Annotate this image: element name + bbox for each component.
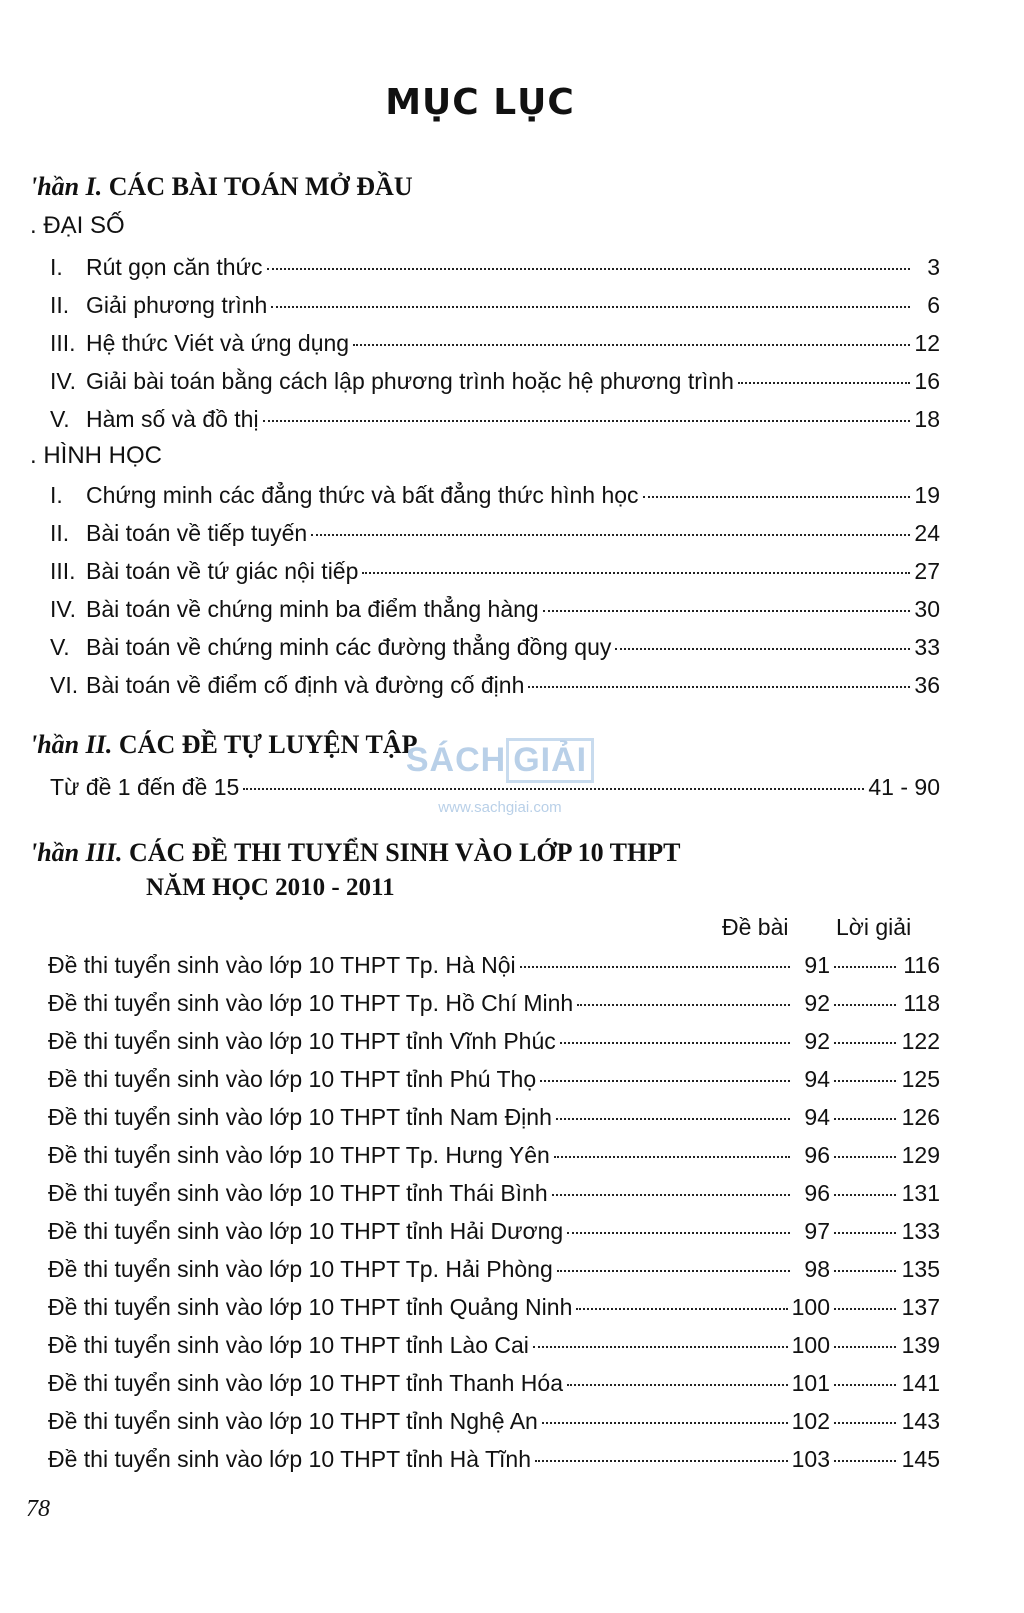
exam-entry[interactable] bbox=[48, 1406, 940, 1436]
dot-leader bbox=[834, 1156, 896, 1158]
exam-entry-label: Đề thi tuyển sinh vào lớp 10 THPT Tp. Hà Nội bbox=[48, 952, 516, 978]
toc-entry[interactable] bbox=[50, 772, 940, 802]
part-3-prefix: 'hần III. bbox=[30, 838, 123, 867]
dot-leader bbox=[834, 966, 896, 968]
part-3-heading bbox=[30, 838, 680, 868]
dot-leader bbox=[567, 1384, 788, 1386]
exam-problem-page: 101 bbox=[791, 1370, 830, 1396]
dot-leader bbox=[267, 268, 911, 270]
dot-leader bbox=[528, 686, 910, 688]
dot-leader bbox=[552, 1194, 790, 1196]
dot-leader bbox=[834, 1384, 896, 1386]
toc-entry-label: Bài toán về tiếp tuyến bbox=[86, 520, 308, 546]
toc-entry-label: Rút gọn căn thức bbox=[86, 254, 263, 280]
exam-solution-page: 122 bbox=[901, 1028, 940, 1054]
page-number: 78 bbox=[26, 1496, 50, 1522]
toc-entry[interactable] bbox=[50, 594, 940, 624]
dot-leader bbox=[540, 1080, 790, 1082]
toc-entry-number: I. bbox=[50, 482, 63, 508]
toc-entry-page: 41 - 90 bbox=[868, 774, 940, 800]
exam-problem-page: 97 bbox=[804, 1218, 830, 1244]
exam-problem-page: 103 bbox=[791, 1446, 830, 1472]
exam-solution-page: 131 bbox=[901, 1180, 940, 1206]
exam-problem-page: 94 bbox=[804, 1104, 830, 1130]
exam-problem-page: 96 bbox=[804, 1142, 830, 1168]
exam-solution-page: 126 bbox=[901, 1104, 940, 1130]
part-1-prefix: 'hần I. bbox=[30, 172, 103, 201]
dot-leader bbox=[834, 1118, 896, 1120]
toc-entry-number: VI. bbox=[50, 672, 79, 698]
toc-entry-page: 33 bbox=[914, 634, 940, 660]
toc-entry-page: 16 bbox=[914, 368, 940, 394]
exam-solution-page: 129 bbox=[901, 1142, 940, 1168]
section-heading-algebra: . ĐẠI SỐ bbox=[30, 212, 125, 239]
dot-leader bbox=[834, 1080, 896, 1082]
toc-entry[interactable] bbox=[50, 670, 940, 700]
toc-entry-label: Hệ thức Viét và ứng dụng bbox=[86, 330, 350, 356]
toc-entry-page: 3 bbox=[927, 254, 940, 280]
toc-entry-page: 18 bbox=[914, 406, 940, 432]
dot-leader bbox=[615, 648, 910, 650]
toc-entry[interactable] bbox=[50, 252, 940, 282]
exam-entry[interactable] bbox=[48, 1330, 940, 1360]
dot-leader bbox=[556, 1118, 790, 1120]
dot-leader bbox=[643, 496, 910, 498]
exam-entry[interactable] bbox=[48, 1102, 940, 1132]
exam-entry-label: Đề thi tuyển sinh vào lớp 10 THPT tỉnh Quảng Ninh bbox=[48, 1294, 573, 1320]
toc-entry-page: 36 bbox=[914, 672, 940, 698]
part-3-title: CÁC ĐỀ THI TUYỂN SINH VÀO LỚP 10 THPT bbox=[129, 838, 681, 867]
exam-entry[interactable] bbox=[48, 950, 940, 980]
exam-entry-label: Đề thi tuyển sinh vào lớp 10 THPT tỉnh Thanh Hóa bbox=[48, 1370, 563, 1396]
watermark-brand-right: GIẢI bbox=[506, 738, 594, 783]
toc-entry[interactable] bbox=[50, 518, 940, 548]
dot-leader bbox=[834, 1270, 896, 1272]
toc-entry-page: 27 bbox=[914, 558, 940, 584]
exam-entry[interactable] bbox=[48, 1026, 940, 1056]
exam-entry[interactable] bbox=[48, 1368, 940, 1398]
toc-entry-number: II. bbox=[50, 520, 70, 546]
toc-entry-number: III. bbox=[50, 330, 76, 356]
dot-leader bbox=[533, 1346, 788, 1348]
exam-entry[interactable] bbox=[48, 1254, 940, 1284]
toc-entry-label: Bài toán về điểm cố định và đường cố định bbox=[86, 672, 525, 698]
dot-leader bbox=[557, 1270, 790, 1272]
toc-entry-number: V. bbox=[50, 406, 70, 432]
exam-problem-page: 92 bbox=[804, 1028, 830, 1054]
toc-entry[interactable] bbox=[50, 366, 940, 396]
exam-problem-page: 94 bbox=[804, 1066, 830, 1092]
part-1-heading bbox=[30, 172, 413, 202]
toc-entry-label: Bài toán về chứng minh ba điểm thẳng hàng bbox=[86, 596, 539, 622]
dot-leader bbox=[834, 1422, 896, 1424]
part-3-subtitle: NĂM HỌC 2010 - 2011 bbox=[146, 874, 395, 901]
exam-problem-page: 100 bbox=[791, 1294, 830, 1320]
toc-entry[interactable] bbox=[50, 404, 940, 434]
toc-entry-label: Giải phương trình bbox=[86, 292, 268, 318]
dot-leader bbox=[554, 1156, 790, 1158]
exam-problem-page: 100 bbox=[791, 1332, 830, 1358]
toc-entry-number: I. bbox=[50, 254, 63, 280]
exam-solution-page: 139 bbox=[901, 1332, 940, 1358]
dot-leader bbox=[263, 420, 910, 422]
dot-leader bbox=[362, 572, 910, 574]
exam-entry-label: Đề thi tuyển sinh vào lớp 10 THPT tỉnh Nghệ An bbox=[48, 1408, 538, 1434]
exam-problem-page: 102 bbox=[791, 1408, 830, 1434]
toc-entry-label: Giải bài toán bằng cách lập phương trình hoặc hệ phương trình bbox=[86, 368, 734, 394]
column-header-solution: Lời giải bbox=[836, 914, 912, 940]
exam-problem-page: 92 bbox=[804, 990, 830, 1016]
exam-solution-page: 143 bbox=[901, 1408, 940, 1434]
toc-entry[interactable] bbox=[50, 556, 940, 586]
dot-leader bbox=[311, 534, 910, 536]
dot-leader bbox=[834, 1194, 896, 1196]
toc-entry-label: Bài toán về tứ giác nội tiếp bbox=[86, 558, 359, 584]
toc-entry-page: 12 bbox=[914, 330, 940, 356]
dot-leader bbox=[567, 1232, 790, 1234]
watermark-url: www.sachgiai.com bbox=[438, 799, 562, 816]
dot-leader bbox=[542, 1422, 788, 1424]
dot-leader bbox=[834, 1042, 896, 1044]
exam-entry-label: Đề thi tuyển sinh vào lớp 10 THPT Tp. Hải Phòng bbox=[48, 1256, 553, 1282]
exam-solution-page: 133 bbox=[901, 1218, 940, 1244]
exam-problem-page: 91 bbox=[804, 952, 830, 978]
toc-entry-number: IV. bbox=[50, 368, 77, 394]
dot-leader bbox=[271, 306, 910, 308]
watermark-brand-left: SÁCH bbox=[405, 741, 507, 779]
dot-leader bbox=[577, 1004, 790, 1006]
dot-leader bbox=[834, 1004, 896, 1006]
dot-leader bbox=[353, 344, 910, 346]
part-2-prefix: 'hần II. bbox=[30, 730, 113, 759]
section-heading-geometry: . HÌNH HỌC bbox=[30, 442, 162, 469]
exam-problem-page: 96 bbox=[804, 1180, 830, 1206]
dot-leader bbox=[576, 1308, 787, 1310]
page-title: MỤC LỤC bbox=[385, 82, 575, 123]
dot-leader bbox=[535, 1460, 788, 1462]
dot-leader bbox=[834, 1232, 896, 1234]
exam-solution-page: 116 bbox=[903, 952, 940, 978]
toc-entry[interactable] bbox=[50, 328, 940, 358]
exam-entry-label: Đề thi tuyển sinh vào lớp 10 THPT Tp. Hồ Chí Minh bbox=[48, 990, 574, 1016]
exam-entry[interactable] bbox=[48, 1178, 940, 1208]
toc-entry-page: 6 bbox=[927, 292, 940, 318]
exam-solution-page: 141 bbox=[901, 1370, 940, 1396]
exam-entry[interactable] bbox=[48, 1064, 940, 1094]
part-2-heading bbox=[30, 730, 417, 760]
toc-entry-number: IV. bbox=[50, 596, 77, 622]
toc-entry-label: Chứng minh các đẳng thức và bất đẳng thức hình học bbox=[86, 482, 639, 508]
exam-entry-label: Đề thi tuyển sinh vào lớp 10 THPT tỉnh Phú Thọ bbox=[48, 1066, 537, 1092]
dot-leader bbox=[834, 1308, 896, 1310]
dot-leader bbox=[834, 1346, 896, 1348]
toc-entry-label: Bài toán về chứng minh các đường thẳng đồng quy bbox=[86, 634, 612, 660]
toc-entry[interactable] bbox=[50, 480, 940, 510]
exam-entry-label: Đề thi tuyển sinh vào lớp 10 THPT tỉnh Hải Dương bbox=[48, 1218, 564, 1244]
part-1-title: CÁC BÀI TOÁN MỞ ĐẦU bbox=[108, 172, 413, 201]
exam-entry[interactable] bbox=[48, 1292, 940, 1322]
exam-problem-page: 98 bbox=[804, 1256, 830, 1282]
dot-leader bbox=[738, 382, 910, 384]
part-2-title: CÁC ĐỀ TỰ LUYỆN TẬP bbox=[118, 730, 418, 759]
exam-entry-label: Đề thi tuyển sinh vào lớp 10 THPT tỉnh Nam Định bbox=[48, 1104, 552, 1130]
toc-entry-number: V. bbox=[50, 634, 70, 660]
toc-entry-label: Từ đề 1 đến đề 15 bbox=[50, 774, 240, 800]
toc-entry[interactable] bbox=[50, 632, 940, 662]
column-header-problem: Đề bài bbox=[722, 914, 789, 940]
toc-entry-page: 19 bbox=[914, 482, 940, 508]
toc-entry-number: II. bbox=[50, 292, 70, 318]
toc-entry-page: 30 bbox=[914, 596, 940, 622]
exam-entry[interactable] bbox=[48, 1444, 940, 1474]
exam-entry[interactable] bbox=[48, 1216, 940, 1246]
toc-entry-number: III. bbox=[50, 558, 76, 584]
exam-entry-label: Đề thi tuyển sinh vào lớp 10 THPT Tp. Hưng Yên bbox=[48, 1142, 550, 1168]
dot-leader bbox=[543, 610, 910, 612]
exam-entry-label: Đề thi tuyển sinh vào lớp 10 THPT tỉnh Thái Bình bbox=[48, 1180, 548, 1206]
exam-solution-page: 125 bbox=[901, 1066, 940, 1092]
exam-entry-label: Đề thi tuyển sinh vào lớp 10 THPT tỉnh Vĩnh Phúc bbox=[48, 1028, 556, 1054]
exam-entry-label: Đề thi tuyển sinh vào lớp 10 THPT tỉnh Hà Tĩnh bbox=[48, 1446, 532, 1472]
dot-leader bbox=[520, 966, 790, 968]
toc-entry-label: Hàm số và đồ thị bbox=[86, 406, 259, 432]
exam-solution-page: 118 bbox=[903, 990, 940, 1016]
toc-entry[interactable] bbox=[50, 290, 940, 320]
exam-solution-page: 135 bbox=[901, 1256, 940, 1282]
exam-entry-label: Đề thi tuyển sinh vào lớp 10 THPT tỉnh Lào Cai bbox=[48, 1332, 529, 1358]
dot-leader bbox=[243, 788, 864, 790]
exam-solution-page: 145 bbox=[901, 1446, 940, 1472]
dot-leader bbox=[560, 1042, 790, 1044]
exam-entry[interactable] bbox=[48, 988, 940, 1018]
exam-solution-page: 137 bbox=[901, 1294, 940, 1320]
dot-leader bbox=[834, 1460, 896, 1462]
exam-entry[interactable] bbox=[48, 1140, 940, 1170]
toc-entry-page: 24 bbox=[914, 520, 940, 546]
